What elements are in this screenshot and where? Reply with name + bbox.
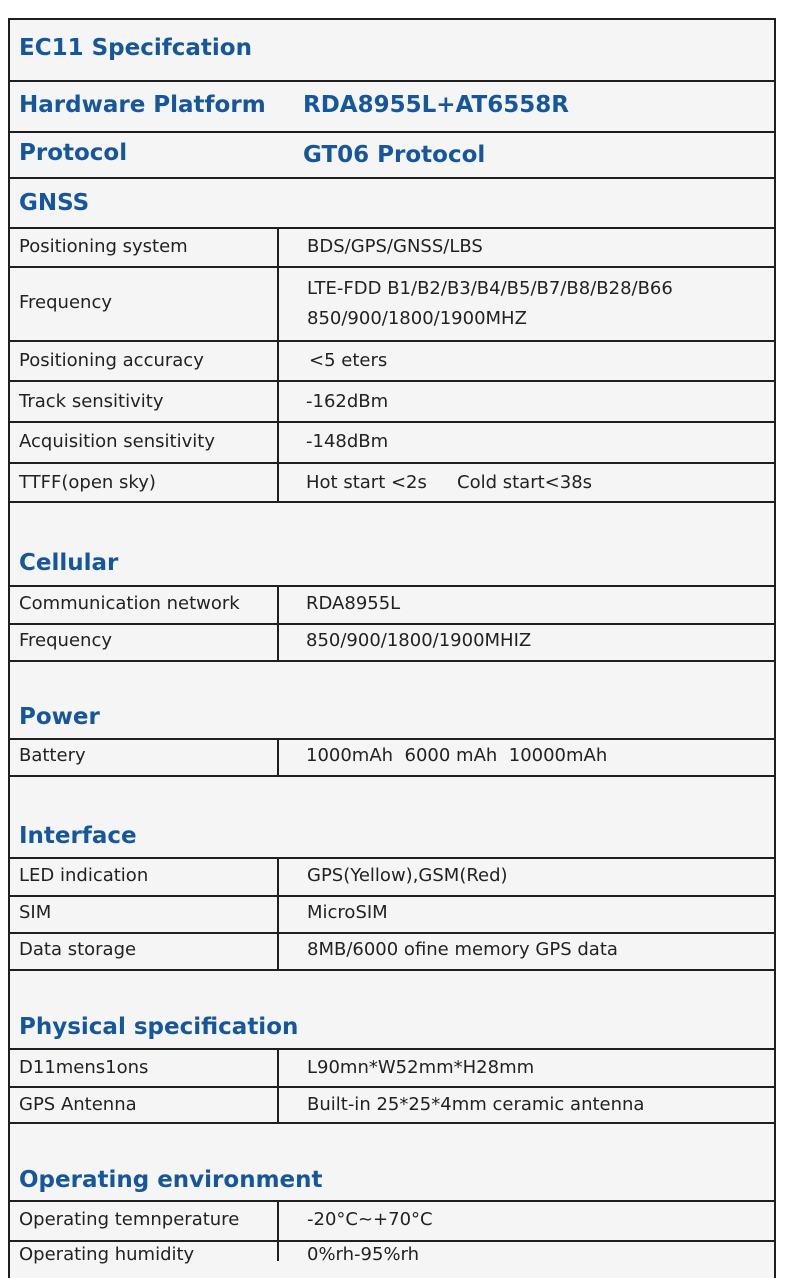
row-label: Communication network xyxy=(19,593,240,614)
table-divider xyxy=(8,80,776,82)
row-label: TTFF(open sky) xyxy=(19,472,156,493)
table-divider xyxy=(8,501,776,503)
row-value-cold-start: Cold start<38s xyxy=(457,472,593,493)
row-label: Frequency xyxy=(19,630,112,651)
row-label: Track sensitivity xyxy=(19,391,164,412)
protocol-label: Protocol xyxy=(19,140,128,166)
table-divider xyxy=(8,1122,776,1124)
section-title-physical: Physical specification xyxy=(19,1014,299,1040)
table-divider xyxy=(8,775,776,777)
row-value: LTE-FDD B1/B2/B3/B4/B5/B7/B8/B28/B66 xyxy=(307,278,673,299)
row-value: Built-in 25*25*4mm ceramic antenna xyxy=(307,1094,645,1115)
table-divider xyxy=(8,131,776,133)
row-value: L90mn*W52mm*H28mm xyxy=(307,1057,535,1078)
table-divider xyxy=(8,266,776,268)
row-value-line2: 850/900/1800/1900MHZ xyxy=(307,308,527,329)
table-divider xyxy=(8,895,776,897)
section-title-environment: Operating environment xyxy=(19,1167,323,1193)
column-divider xyxy=(277,858,279,970)
row-value: Hot start <2s xyxy=(306,472,427,493)
row-value: <5 eters xyxy=(309,350,388,371)
protocol-value: GT06 Protocol xyxy=(303,142,486,168)
page-title: EC11 Specifcation xyxy=(19,35,252,61)
table-divider xyxy=(8,227,776,229)
row-value: 8MB/6000 ofine memory GPS data xyxy=(307,939,618,960)
table-divider xyxy=(8,177,776,179)
row-label: Acquisition sensitivity xyxy=(19,431,215,452)
hardware-platform-label: Hardware Platform xyxy=(19,92,266,118)
row-label: Data storage xyxy=(19,939,137,960)
table-divider xyxy=(8,380,776,382)
row-label: Frequency xyxy=(19,292,112,313)
hardware-platform-value: RDA8955L+AT6558R xyxy=(303,92,569,118)
row-value: -20°C~+70°C xyxy=(307,1209,433,1230)
row-label: LED indication xyxy=(19,865,149,886)
table-divider xyxy=(8,660,776,662)
table-divider xyxy=(8,585,776,587)
row-value: MicroSIM xyxy=(307,902,388,923)
table-divider xyxy=(8,1048,776,1050)
column-divider xyxy=(277,228,279,502)
row-label: Operating humidity xyxy=(19,1244,195,1265)
section-title-gnss: GNSS xyxy=(19,190,90,216)
row-label: Battery xyxy=(19,745,86,766)
row-value: RDA8955L xyxy=(306,593,401,614)
row-value: -162dBm xyxy=(306,391,389,412)
table-divider xyxy=(8,1200,776,1202)
row-value: -148dBm xyxy=(306,431,389,452)
row-label: GPS Antenna xyxy=(19,1094,137,1115)
table-divider xyxy=(8,932,776,934)
row-label: D11mens1ons xyxy=(19,1057,149,1078)
row-value: GPS(Yellow),GSM(Red) xyxy=(307,865,508,886)
table-divider xyxy=(8,340,776,342)
row-value: 850/900/1800/1900MHIZ xyxy=(306,630,532,651)
table-divider xyxy=(8,857,776,859)
row-value: 0%rh-95%rh xyxy=(307,1244,420,1265)
table-divider xyxy=(8,738,776,740)
table-divider xyxy=(8,969,776,971)
table-divider xyxy=(8,1086,776,1088)
row-label: SIM xyxy=(19,902,52,923)
section-title-cellular: Cellular xyxy=(19,550,119,576)
section-title-power: Power xyxy=(19,704,100,730)
table-divider xyxy=(8,421,776,423)
column-divider xyxy=(277,586,279,661)
table-divider xyxy=(8,462,776,464)
row-label: Positioning accuracy xyxy=(19,350,204,371)
table-divider xyxy=(8,623,776,625)
column-divider xyxy=(277,1201,279,1261)
column-divider xyxy=(277,1049,279,1123)
row-label: Positioning system xyxy=(19,236,188,257)
column-divider xyxy=(277,739,279,776)
row-value: BDS/GPS/GNSS/LBS xyxy=(307,236,483,257)
row-value: 1000mAh 6000 mAh 10000mAh xyxy=(306,745,608,766)
row-label: Operating temnperature xyxy=(19,1209,240,1230)
section-title-interface: Interface xyxy=(19,823,137,849)
